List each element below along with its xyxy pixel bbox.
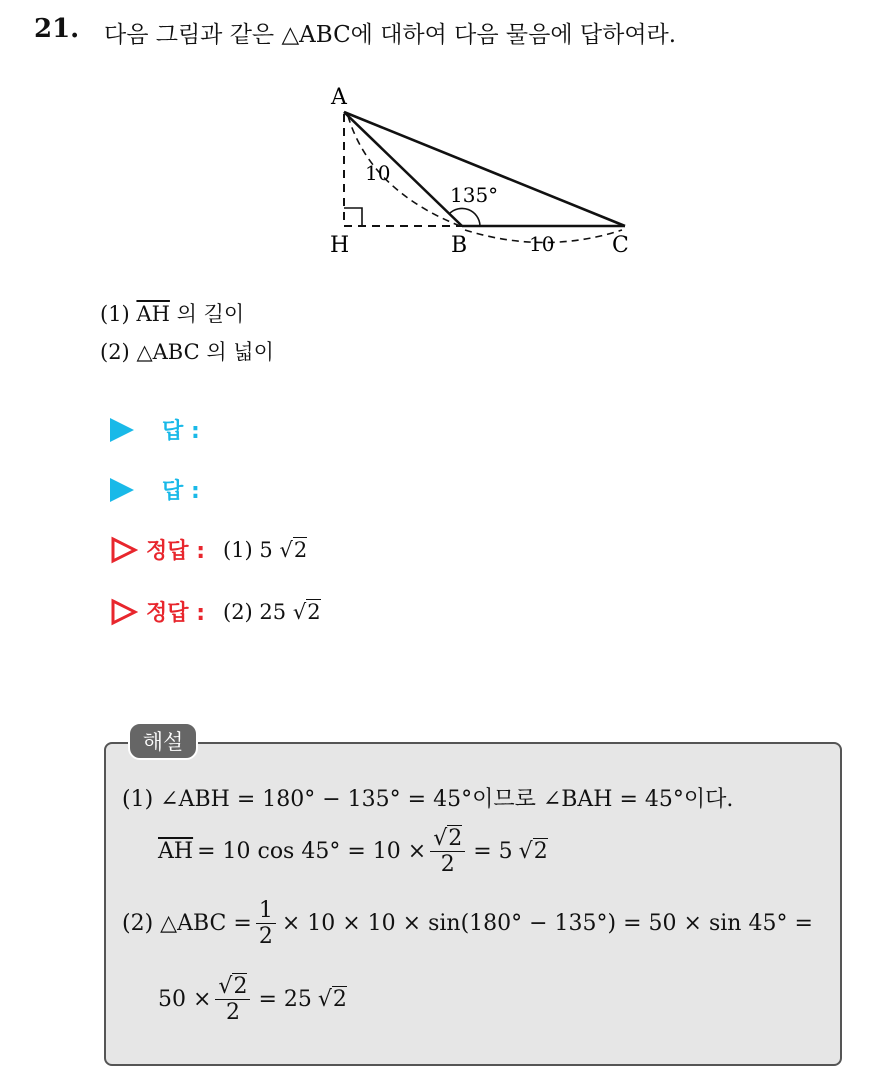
solution-line-3: (2) △ABC = $\frac{1}{2}$ × 10 × 10 × sin(180° − 135°) = 50 × sin 45° = [122, 898, 813, 950]
segment-ah: $\overline{AH}$ [158, 839, 194, 865]
label-h: H [330, 233, 350, 258]
subquestion-1 [100, 298, 244, 328]
question-number: 21. [34, 14, 80, 44]
correct-label: 정답 : [146, 601, 205, 626]
arrow-right-filled-icon [110, 418, 134, 442]
correct-answer-1 [110, 534, 307, 565]
label-angle-135: 135° [450, 183, 499, 207]
solution-line-2: $\overline{AH}$ = 10 cos 45° = 10 × $\frac{√2}{2}$ = 5 √2 [158, 826, 548, 878]
correct-answer-2-value: (2) 25 √2 [223, 599, 321, 624]
fraction: $\frac{√2}{2}$ [215, 974, 250, 1026]
label-ab-length: 10 [365, 161, 391, 185]
arrow-right-filled-icon [110, 478, 134, 502]
subquestion-2-prefix: (2) [100, 340, 130, 364]
triangle-figure [300, 80, 660, 270]
solution-line-4: 50 × $\frac{√2}{2}$ = 25 √2 [158, 974, 347, 1026]
answer-label: 답 : [162, 479, 200, 504]
subquestion-1-text: 의 길이 [176, 302, 245, 326]
solution-line-1: (1) ∠ABH = 180° − 135° = 45°이므로 ∠BAH = 45°이다. [122, 787, 734, 812]
fraction: $\frac{√2}{2}$ [430, 826, 465, 878]
subquestion-2 [100, 336, 274, 366]
correct-answer-2 [110, 596, 321, 627]
answer-blank-2 [110, 474, 200, 505]
label-a: A [331, 85, 347, 110]
label-bc-length: 10 [529, 232, 555, 256]
solution-tab: 해설 [128, 722, 198, 760]
answer-blank-1 [110, 414, 200, 445]
segment-ah: $\overline{AH}$ [136, 302, 170, 326]
fraction: $\frac{1}{2}$ [256, 898, 276, 950]
subquestion-1-prefix: (1) [100, 302, 130, 326]
correct-label: 정답 : [146, 539, 205, 564]
right-angle-mark [344, 208, 362, 226]
correct-answer-1-value: (1) 5 √2 [223, 537, 308, 562]
arrow-right-outline-icon [110, 536, 138, 564]
label-c: C [612, 233, 629, 258]
label-b: B [451, 233, 468, 258]
answer-label: 답 : [162, 419, 200, 444]
question-text: 다음 그림과 같은 △ABC에 대하여 다음 물음에 답하여라. [104, 22, 677, 48]
arrow-right-outline-icon [110, 598, 138, 626]
subquestion-2-text: △ABC 의 넓이 [136, 340, 274, 364]
